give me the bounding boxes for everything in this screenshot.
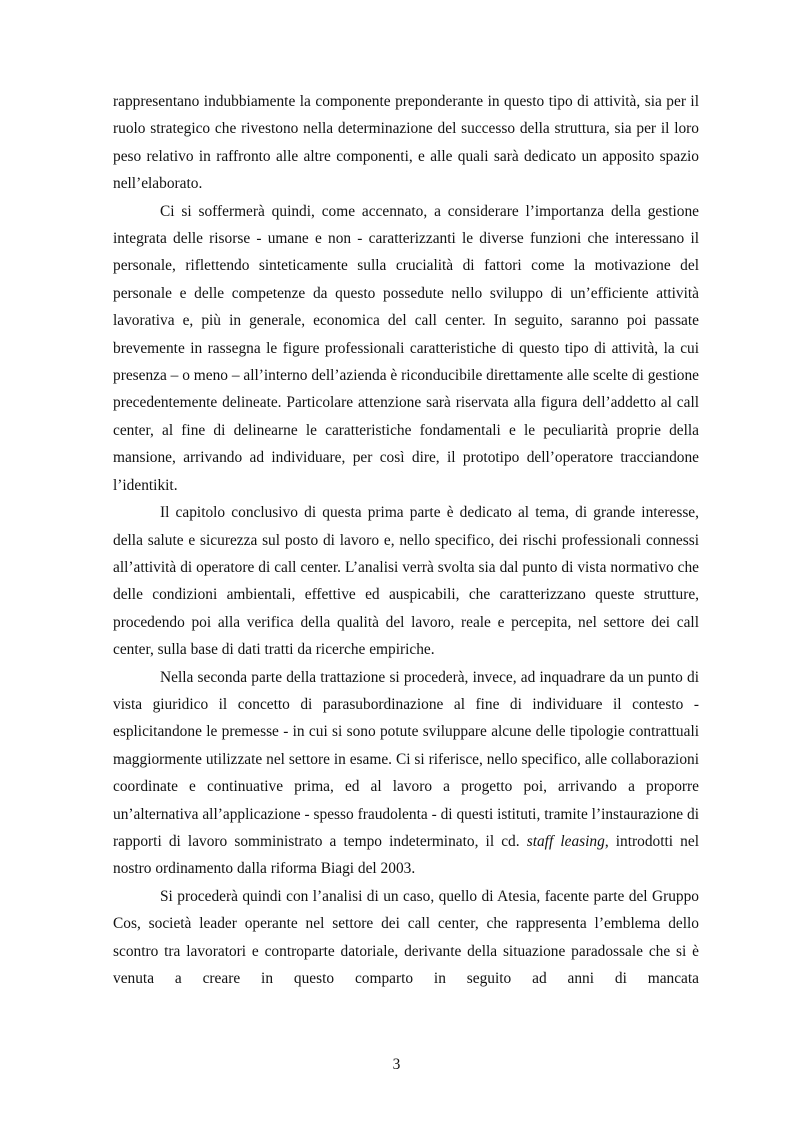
paragraph-1-text: rappresentano indubbiamente la componente preponderante in questo tipo di attività, sia per il ruolo strategico che rivestono nella determinazione del successo della struttura, sia per il loro peso relativo in raffronto alle altre componenti, e alle quali sarà dedicato un apposito spazio nell’elaborato.: [113, 93, 699, 193]
paragraph-1: [113, 88, 699, 198]
paragraph-3-text: Il capitolo conclusivo di questa prima parte è dedicato al tema, di grande interesse, della salute e sicurezza sul posto di lavoro e, nello specifico, dei rischi professionali connessi all’attività di operatore di call center. L’analisi verrà svolta sia dal punto di vista normativo che delle condizioni ambientali, effettive ed auspicabili, che caratterizzano queste strutture, procedendo poi alla verifica della qualità del lavoro, reale e percepita, nel settore dei call center, sulla base di dati tratti da ricerche empiriche.: [113, 504, 699, 659]
paragraph-4-text-b: , introdotti nel nostro ordinamento dalla riforma Biagi del 2003.: [113, 832, 699, 878]
paragraph-4-emphasis: staff leasing: [526, 832, 605, 850]
paragraph-3: [113, 499, 699, 663]
paragraph-5-text: Si procederà quindi con l’analisi di un caso, quello di Atesia, facente parte del Gruppo Cos, società leader operante nel settore dei call center, che rappresenta l’emblema dello scontro tra lavoratori e controparte datoriale, derivante della situazione paradossale che si è venuta a creare in questo comparto in seguito ad anni di mancata: [113, 887, 699, 987]
page-body: [113, 88, 699, 992]
paragraph-2-text: Ci si soffermerà quindi, come accennato, a considerare l’importanza della gestione integrata delle risorse - umane e non - caratterizzanti le diverse funzioni che interessano il personale, riflettendo sinteticamente sulla crucialità di fattori come la motivazione del personale e delle competenze da questo possedute nello sviluppo di un’efficiente attività lavorativa e, più in generale, economica del call center. In seguito, saranno poi passate brevemente in rassegna le figure professionali caratteristiche di questo tipo di attività, la cui presenza – o meno – all’interno dell’azienda è riconducibile direttamente alle scelte di gestione precedentemente delineate. Particolare attenzione sarà riservata alla figura dell’addetto al call center, al fine di delinearne le caratteristiche fondamentali e le peculiarità proprie della mansione, arrivando ad individuare, per così dire, il prototipo dell’operatore tracciandone l’identikit.: [113, 202, 699, 494]
paragraph-4-text-a: Nella seconda parte della trattazione si procederà, invece, ad inquadrare da un punto di vista giuridico il concetto di parasubordinazione al fine di individuare il contesto - esplicitandone le premesse - in cui si sono potute sviluppare alcune delle tipologie contrattuali maggiormente utilizzate nel settore in esame. Ci si riferisce, nello specifico, alle collaborazioni coordinate e continuative prima, ed al lavoro a progetto poi, arrivando a proporre un’alternativa all’applicazione - spesso fraudolenta - di questi istituti, tramite l’instaurazione di rapporti di lavoro somministrato a tempo indeterminato, il cd.: [113, 668, 699, 850]
page-number: 3: [392, 1056, 401, 1073]
paragraph-2: [113, 198, 699, 499]
paragraph-5: [113, 883, 699, 993]
paragraph-4: [113, 664, 699, 883]
